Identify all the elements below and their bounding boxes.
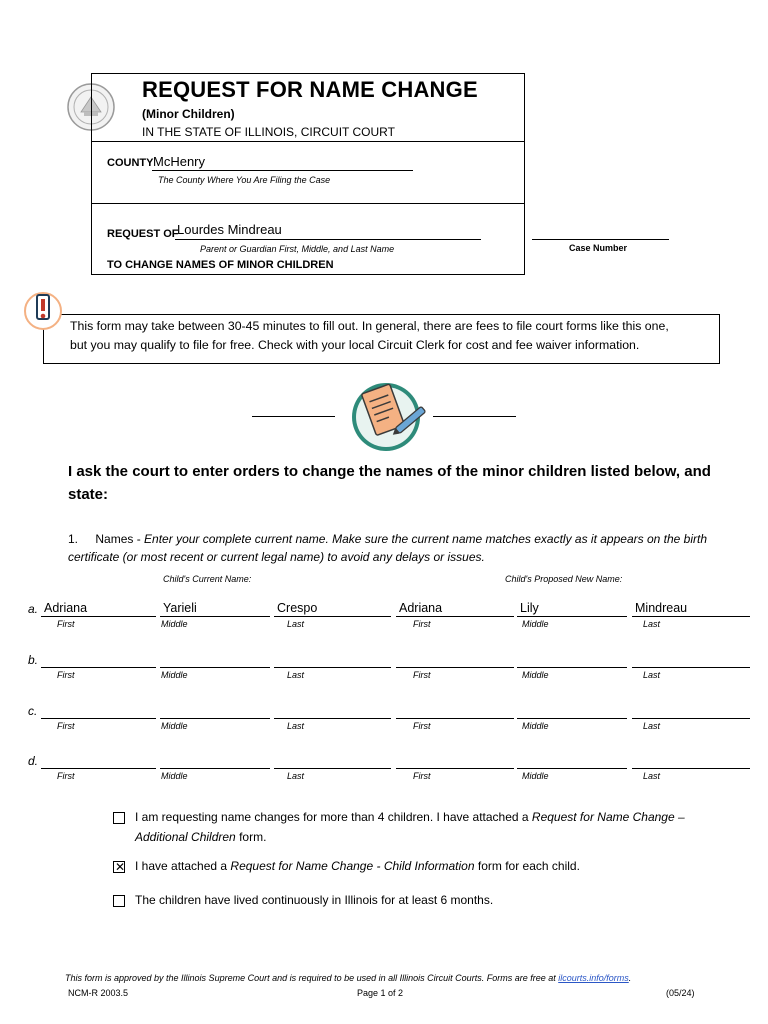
divider-left	[252, 416, 335, 417]
field-sublabel: Last	[643, 619, 661, 629]
court-name: IN THE STATE OF ILLINOIS, CIRCUIT COURT	[142, 125, 395, 139]
cb2-italic-a: Request for Name Change - Child Information	[230, 859, 475, 873]
field-sublabel: Middle	[522, 670, 549, 680]
cb2-text-a: I have attached a	[135, 859, 231, 873]
case-number-field[interactable]	[532, 223, 669, 240]
form-date: (05/24)	[666, 988, 695, 998]
forms-link[interactable]: ilcourts.info/forms	[558, 973, 629, 983]
notice-line-2: but you may qualify to file for free. Check with your local Circuit Clerk for cost and fee waiver information.	[70, 338, 640, 352]
field-sublabel: Last	[287, 721, 305, 731]
field-sublabel: First	[57, 721, 75, 731]
cb1-text-a: I am requesting name changes for more than 4 children. I have attached a	[135, 810, 532, 824]
footer-approval-text: This form is approved by the Illinois Supreme Court and is required to be used in all Illinois Circuit Courts. Forms are free at	[65, 973, 559, 983]
current-last-name-field[interactable]	[274, 649, 391, 668]
proposed-first-name-field[interactable]	[396, 700, 514, 719]
child-information-checkbox[interactable]	[113, 861, 125, 873]
name-value: Yarieli	[163, 601, 197, 615]
cb2-text-b: form for each child.	[474, 859, 580, 873]
current-middle-name-field[interactable]	[160, 700, 270, 719]
current-last-name-field[interactable]	[274, 750, 391, 769]
proposed-first-name-field[interactable]	[396, 649, 514, 668]
document-pen-icon	[348, 377, 430, 453]
current-middle-name-field[interactable]	[160, 649, 270, 668]
request-of-value: Lourdes Mindreau	[177, 222, 282, 237]
proposed-middle-name-field[interactable]	[517, 649, 627, 668]
case-number-label: Case Number	[569, 243, 628, 253]
form-title: REQUEST FOR NAME CHANGE	[142, 77, 478, 102]
field-sublabel: First	[413, 771, 431, 781]
cb1-italic-a: Request for Name Change –	[531, 810, 685, 824]
form-id: NCM-R 2003.5	[68, 988, 129, 998]
field-sublabel: Last	[643, 771, 661, 781]
name-value: Adriana	[399, 601, 443, 615]
field-sublabel: Middle	[522, 619, 549, 629]
checkmark-x-icon: ✕	[114, 860, 126, 874]
field-sublabel: Middle	[522, 771, 549, 781]
request-of-field[interactable]	[175, 222, 481, 240]
page-number: Page 1 of 2	[357, 988, 404, 998]
notice-text	[70, 317, 710, 355]
proposed-middle-name-field[interactable]	[517, 598, 627, 617]
request-of-label: REQUEST OF	[107, 228, 179, 240]
row-letter: d.	[28, 754, 39, 768]
field-sublabel: Middle	[522, 721, 549, 731]
county-value: McHenry	[153, 154, 206, 169]
residency-text	[135, 890, 735, 910]
field-sublabel: Middle	[161, 670, 188, 680]
proposed-first-name-field[interactable]	[396, 750, 514, 769]
field-sublabel: Middle	[161, 721, 188, 731]
field-sublabel: First	[413, 619, 431, 629]
field-sublabel: Last	[287, 771, 305, 781]
item-1	[68, 530, 708, 566]
name-value: Mindreau	[635, 601, 688, 615]
current-middle-name-field[interactable]	[160, 750, 270, 769]
request-of-hint: Parent or Guardian First, Middle, and Last Name	[200, 244, 395, 254]
current-first-name-field[interactable]	[41, 700, 156, 719]
field-sublabel: Last	[287, 670, 305, 680]
footer-approval	[65, 973, 631, 983]
current-first-name-field[interactable]	[41, 750, 156, 769]
cb3-text-a: The children have lived continuously in Illinois for at least 6 months.	[135, 893, 494, 907]
field-sublabel: Middle	[161, 619, 188, 629]
item-1-instructions: Enter your complete current name. Make sure the current name matches exactly as it appears on the birth certificate (or most recent or current legal name) to avoid any delays or issues.	[68, 532, 707, 564]
name-value: Lily	[520, 601, 539, 615]
field-sublabel: Last	[643, 670, 661, 680]
proposed-name-header: Child's Proposed New Name:	[505, 574, 623, 584]
county-hint: The County Where You Are Filing the Case	[158, 175, 331, 185]
current-last-name-field[interactable]	[274, 700, 391, 719]
child-information-text	[135, 856, 735, 876]
alert-icon	[22, 289, 64, 333]
form-subtitle: (Minor Children)	[142, 107, 235, 121]
name-value: Adriana	[44, 601, 88, 615]
proposed-middle-name-field[interactable]	[517, 750, 627, 769]
field-sublabel: First	[57, 619, 75, 629]
footer-link-suffix: .	[628, 973, 632, 983]
proposed-middle-name-field[interactable]	[517, 700, 627, 719]
current-middle-name-field[interactable]	[160, 598, 270, 617]
field-sublabel: Last	[643, 721, 661, 731]
more-children-checkbox[interactable]	[113, 812, 125, 824]
more-children-text	[135, 807, 735, 847]
field-sublabel: Middle	[161, 771, 188, 781]
request-heading: I ask the court to enter orders to change the names of the minor children listed below, and state:	[68, 463, 711, 503]
notice-line-1: This form may take between 30-45 minutes to fill out. In general, there are fees to file court forms like this one,	[70, 319, 669, 333]
current-first-name-field[interactable]	[41, 598, 156, 617]
proposed-last-name-field[interactable]	[632, 649, 750, 668]
current-last-name-field[interactable]	[274, 598, 391, 617]
proposed-last-name-field[interactable]	[632, 598, 750, 617]
county-field[interactable]	[152, 154, 413, 171]
field-sublabel: First	[413, 721, 431, 731]
proposed-first-name-field[interactable]	[396, 598, 514, 617]
current-first-name-field[interactable]	[41, 649, 156, 668]
proposed-last-name-field[interactable]	[632, 750, 750, 769]
field-sublabel: First	[413, 670, 431, 680]
cb1-text-c: form.	[235, 830, 267, 844]
proposed-last-name-field[interactable]	[632, 700, 750, 719]
cb1-italic-b: Additional Children	[135, 830, 236, 844]
divider-right	[433, 416, 516, 417]
row-letter: b.	[28, 653, 39, 667]
name-value: Crespo	[277, 601, 318, 615]
field-sublabel: First	[57, 670, 75, 680]
to-change-label: TO CHANGE NAMES OF MINOR CHILDREN	[107, 259, 334, 271]
row-letter: c.	[28, 704, 38, 718]
row-letter: a.	[28, 602, 39, 616]
field-sublabel: First	[57, 771, 75, 781]
item-1-lead: Names -	[95, 532, 145, 546]
field-sublabel: Last	[287, 619, 305, 629]
county-label: COUNTY	[107, 157, 154, 169]
item-1-number: 1.	[68, 532, 79, 546]
residency-checkbox[interactable]	[113, 895, 125, 907]
current-name-header: Child's Current Name:	[163, 574, 252, 584]
